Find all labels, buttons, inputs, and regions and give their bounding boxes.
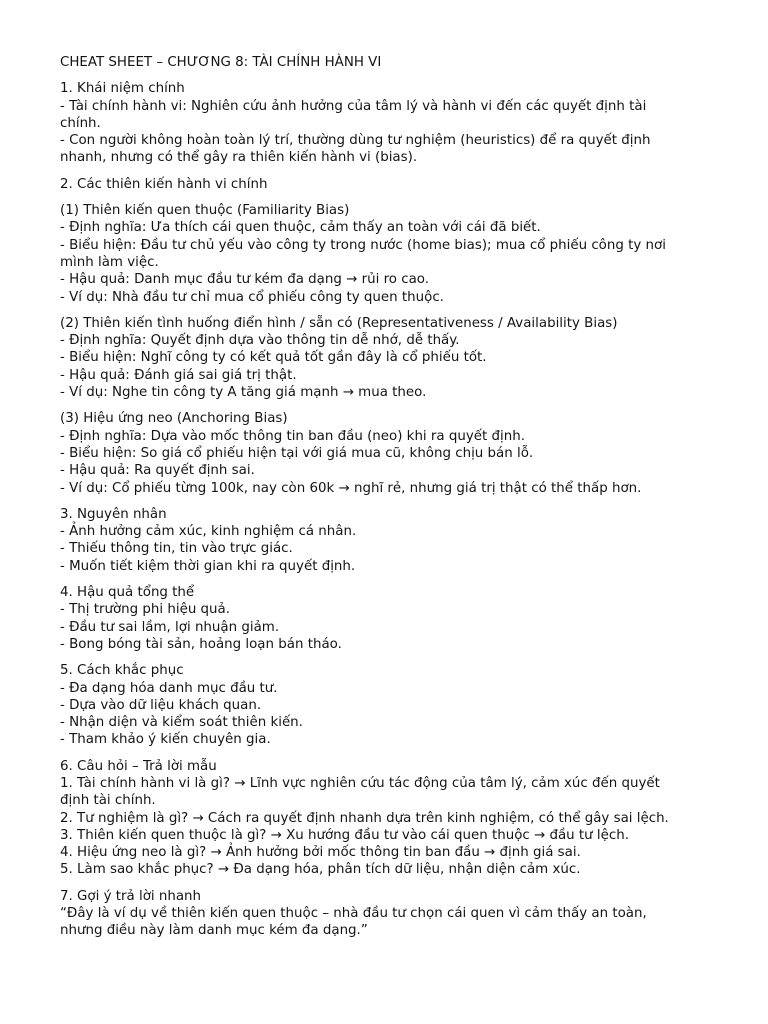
text-line: nhanh, nhưng có thể gây ra thiên kiến hành vi (bias). (60, 150, 418, 166)
text-line: - Định nghĩa: Dựa vào mốc thông tin ban đầu (neo) khi ra quyết định. (60, 428, 525, 444)
text-line: - Nhận diện và kiểm soát thiên kiến. (60, 715, 303, 731)
text-line: - Thị trường phi hiệu quả. (60, 602, 231, 618)
text-line: 3. Thiên kiến quen thuộc là gì? → Xu hướng đầu tư vào cái quen thuộc → đầu tư lệch. (60, 827, 629, 843)
text-line: - Biểu hiện: Đầu tư chủ yếu vào công ty trong nước (home bias); mua cổ phiếu công ty nơi (60, 237, 666, 253)
text-line: - Đầu tư sai lầm, lợi nhuận giảm. (60, 619, 280, 635)
text-line: “Đây là ví dụ về thiên kiến quen thuộc – nhà đầu tư chọn cái quen vì cảm thấy an toàn, (60, 906, 647, 922)
document-title: CHEAT SHEET – CHƯƠNG 8: TÀI CHÍNH HÀNH VI (60, 55, 382, 70)
paragraph (60, 662, 720, 748)
text-line: 2. Tư nghiệm là gì? → Cách ra quyết định nhanh dựa trên kinh nghiệm, có thể gây sai lệch. (60, 810, 669, 826)
text-line: - Biểu hiện: So giá cổ phiếu hiện tại với giá mua cũ, không chịu bán lỗ. (60, 445, 534, 461)
section-heading-line: 3. Nguyên nhân (60, 506, 167, 522)
text-line: - Con người không hoàn toàn lý trí, thường dùng tư nghiệm (heuristics) để ra quyết định (60, 133, 651, 149)
text-line: - Hậu quả: Đánh giá sai giá trị thật. (60, 367, 297, 383)
text-line: - Muốn tiết kiệm thời gian khi ra quyết định. (60, 558, 356, 574)
text-line: 1. Tài chính hành vi là gì? → Lĩnh vực nghiên cứu tác động của tâm lý, cảm xúc đến quyết (60, 775, 660, 791)
text-line: - Biểu hiện: Nghĩ công ty có kết quả tốt gần đây là cổ phiếu tốt. (60, 350, 487, 366)
section-heading-line: 7. Gợi ý trả lời nhanh (60, 888, 202, 904)
section-heading-line: (2) Thiên kiến tình huống điển hình / sẵn có (Representativeness / Availability Bias) (60, 315, 618, 331)
text-line: - Đa dạng hóa danh mục đầu tư. (60, 680, 278, 696)
text-line: - Ảnh hưởng cảm xúc, kinh nghiệm cá nhân. (60, 524, 357, 540)
text-line: - Tham khảo ý kiến chuyên gia. (60, 732, 271, 748)
document-body (60, 80, 720, 939)
text-line: - Ví dụ: Cổ phiếu từng 100k, nay còn 60k → nghĩ rẻ, nhưng giá trị thật có thể thấp hơn. (60, 480, 642, 496)
section-heading-line: 2. Các thiên kiến hành vi chính (60, 176, 268, 192)
paragraph (60, 758, 720, 879)
section-heading-line: (3) Hiệu ứng neo (Anchoring Bias) (60, 411, 288, 427)
paragraph (60, 888, 720, 940)
paragraph (60, 584, 720, 653)
text-line: - Hậu quả: Ra quyết định sai. (60, 463, 255, 479)
text-line: - Hậu quả: Danh mục đầu tư kém đa dạng → rủi ro cao. (60, 272, 430, 288)
paragraph (60, 315, 720, 401)
text-line: - Bong bóng tài sản, hoảng loạn bán tháo. (60, 636, 342, 652)
paragraph (60, 80, 720, 166)
text-line: - Ví dụ: Nghe tin công ty A tăng giá mạnh → mua theo. (60, 385, 427, 401)
section-heading-line: (1) Thiên kiến quen thuộc (Familiarity Bias) (60, 203, 350, 219)
text-line: nhưng điều này làm danh mục kém đa dạng.” (60, 923, 368, 939)
section-heading-line: 5. Cách khắc phục (60, 663, 184, 679)
text-line: 4. Hiệu ứng neo là gì? → Ảnh hưởng bởi mốc thông tin ban đầu → định giá sai. (60, 845, 581, 861)
text-line: 5. Làm sao khắc phục? → Đa dạng hóa, phân tích dữ liệu, nhận diện cảm xúc. (60, 862, 581, 878)
text-line: - Định nghĩa: Quyết định dựa vào thông tin dễ nhớ, dễ thấy. (60, 333, 460, 349)
text-line: - Tài chính hành vi: Nghiên cứu ảnh hưởng của tâm lý và hành vi đến các quyết định tài (60, 98, 647, 114)
text-line: - Dựa vào dữ liệu khách quan. (60, 697, 262, 713)
text-line: chính. (60, 115, 101, 131)
text-line: - Ví dụ: Nhà đầu tư chỉ mua cổ phiếu công ty quen thuộc. (60, 289, 444, 305)
paragraph (60, 176, 720, 193)
text-line: - Thiếu thông tin, tin vào trực giác. (60, 541, 293, 557)
paragraph (60, 202, 720, 306)
section-heading-line: 1. Khái niệm chính (60, 81, 185, 97)
section-heading-line: 4. Hậu quả tổng thể (60, 585, 195, 601)
text-line: - Định nghĩa: Ưa thích cái quen thuộc, cảm thấy an toàn với cái đã biết. (60, 220, 541, 236)
document-page (60, 54, 720, 949)
text-line: định tài chính. (60, 793, 156, 809)
section-heading-line: 6. Câu hỏi – Trả lời mẫu (60, 758, 217, 774)
paragraph (60, 410, 720, 496)
paragraph (60, 506, 720, 575)
text-line: mình làm việc. (60, 254, 159, 270)
